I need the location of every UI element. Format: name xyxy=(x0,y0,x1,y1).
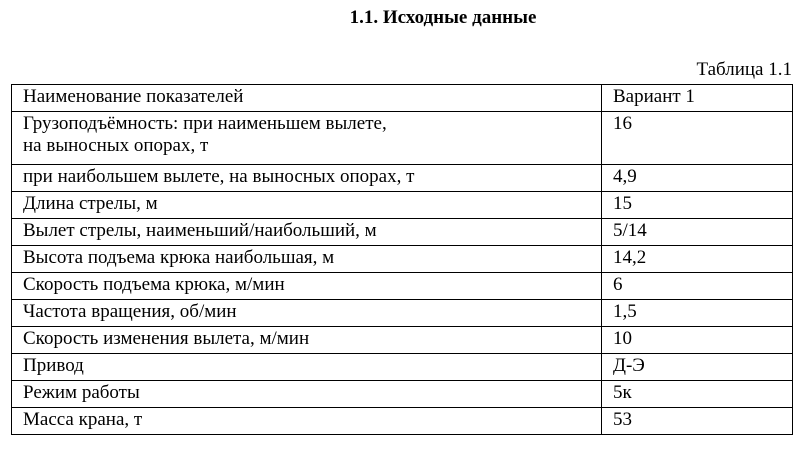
row-value-cell: 5/14 xyxy=(602,219,793,246)
row-name-cell: Привод xyxy=(12,354,602,381)
table-row xyxy=(12,192,793,219)
table-row xyxy=(12,273,793,300)
row-name-cell: Режим работы xyxy=(12,381,602,408)
row-name-cell: Скорость подъема крюка, м/мин xyxy=(12,273,602,300)
table-row xyxy=(12,246,793,273)
row-value-cell: 10 xyxy=(602,327,793,354)
row-value-cell: 14,2 xyxy=(602,246,793,273)
row-name-cell: Частота вращения, об/мин xyxy=(12,300,602,327)
table-row xyxy=(12,300,793,327)
row-name-line: Грузоподъёмность: при наименьшем вылете, xyxy=(23,113,387,134)
row-value-cell: 16 xyxy=(602,112,793,165)
source-data-table xyxy=(11,84,793,435)
row-value-cell: 15 xyxy=(602,192,793,219)
table-header-row xyxy=(12,85,793,112)
section-heading: 1.1. Исходные данные xyxy=(349,7,537,28)
table-row xyxy=(12,165,793,192)
row-name-cell: Длина стрелы, м xyxy=(12,192,602,219)
row-value-cell: 6 xyxy=(602,273,793,300)
row-value-cell: 4,9 xyxy=(602,165,793,192)
table-row xyxy=(12,354,793,381)
header-cell-variant: Вариант 1 xyxy=(602,85,793,112)
row-name-cell xyxy=(12,112,602,165)
row-name-cell: Масса крана, т xyxy=(12,408,602,435)
row-name-cell: Скорость изменения вылета, м/мин xyxy=(12,327,602,354)
row-value-cell: Д-Э xyxy=(602,354,793,381)
row-value-cell: 5к xyxy=(602,381,793,408)
row-value-cell: 1,5 xyxy=(602,300,793,327)
table-row xyxy=(12,219,793,246)
row-value-cell: 53 xyxy=(602,408,793,435)
table-row xyxy=(12,112,793,165)
row-name-line: на выносных опорах, т xyxy=(23,135,209,156)
table-row xyxy=(12,327,793,354)
row-name-cell: Вылет стрелы, наименьший/наибольший, м xyxy=(12,219,602,246)
table-caption: Таблица 1.1 xyxy=(696,59,792,80)
header-cell-parameter: Наименование показателей xyxy=(12,85,602,112)
row-name-cell: Высота подъема крюка наибольшая, м xyxy=(12,246,602,273)
row-name-cell: при наибольшем вылете, на выносных опорах, т xyxy=(12,165,602,192)
table-row xyxy=(12,381,793,408)
table-row xyxy=(12,408,793,435)
